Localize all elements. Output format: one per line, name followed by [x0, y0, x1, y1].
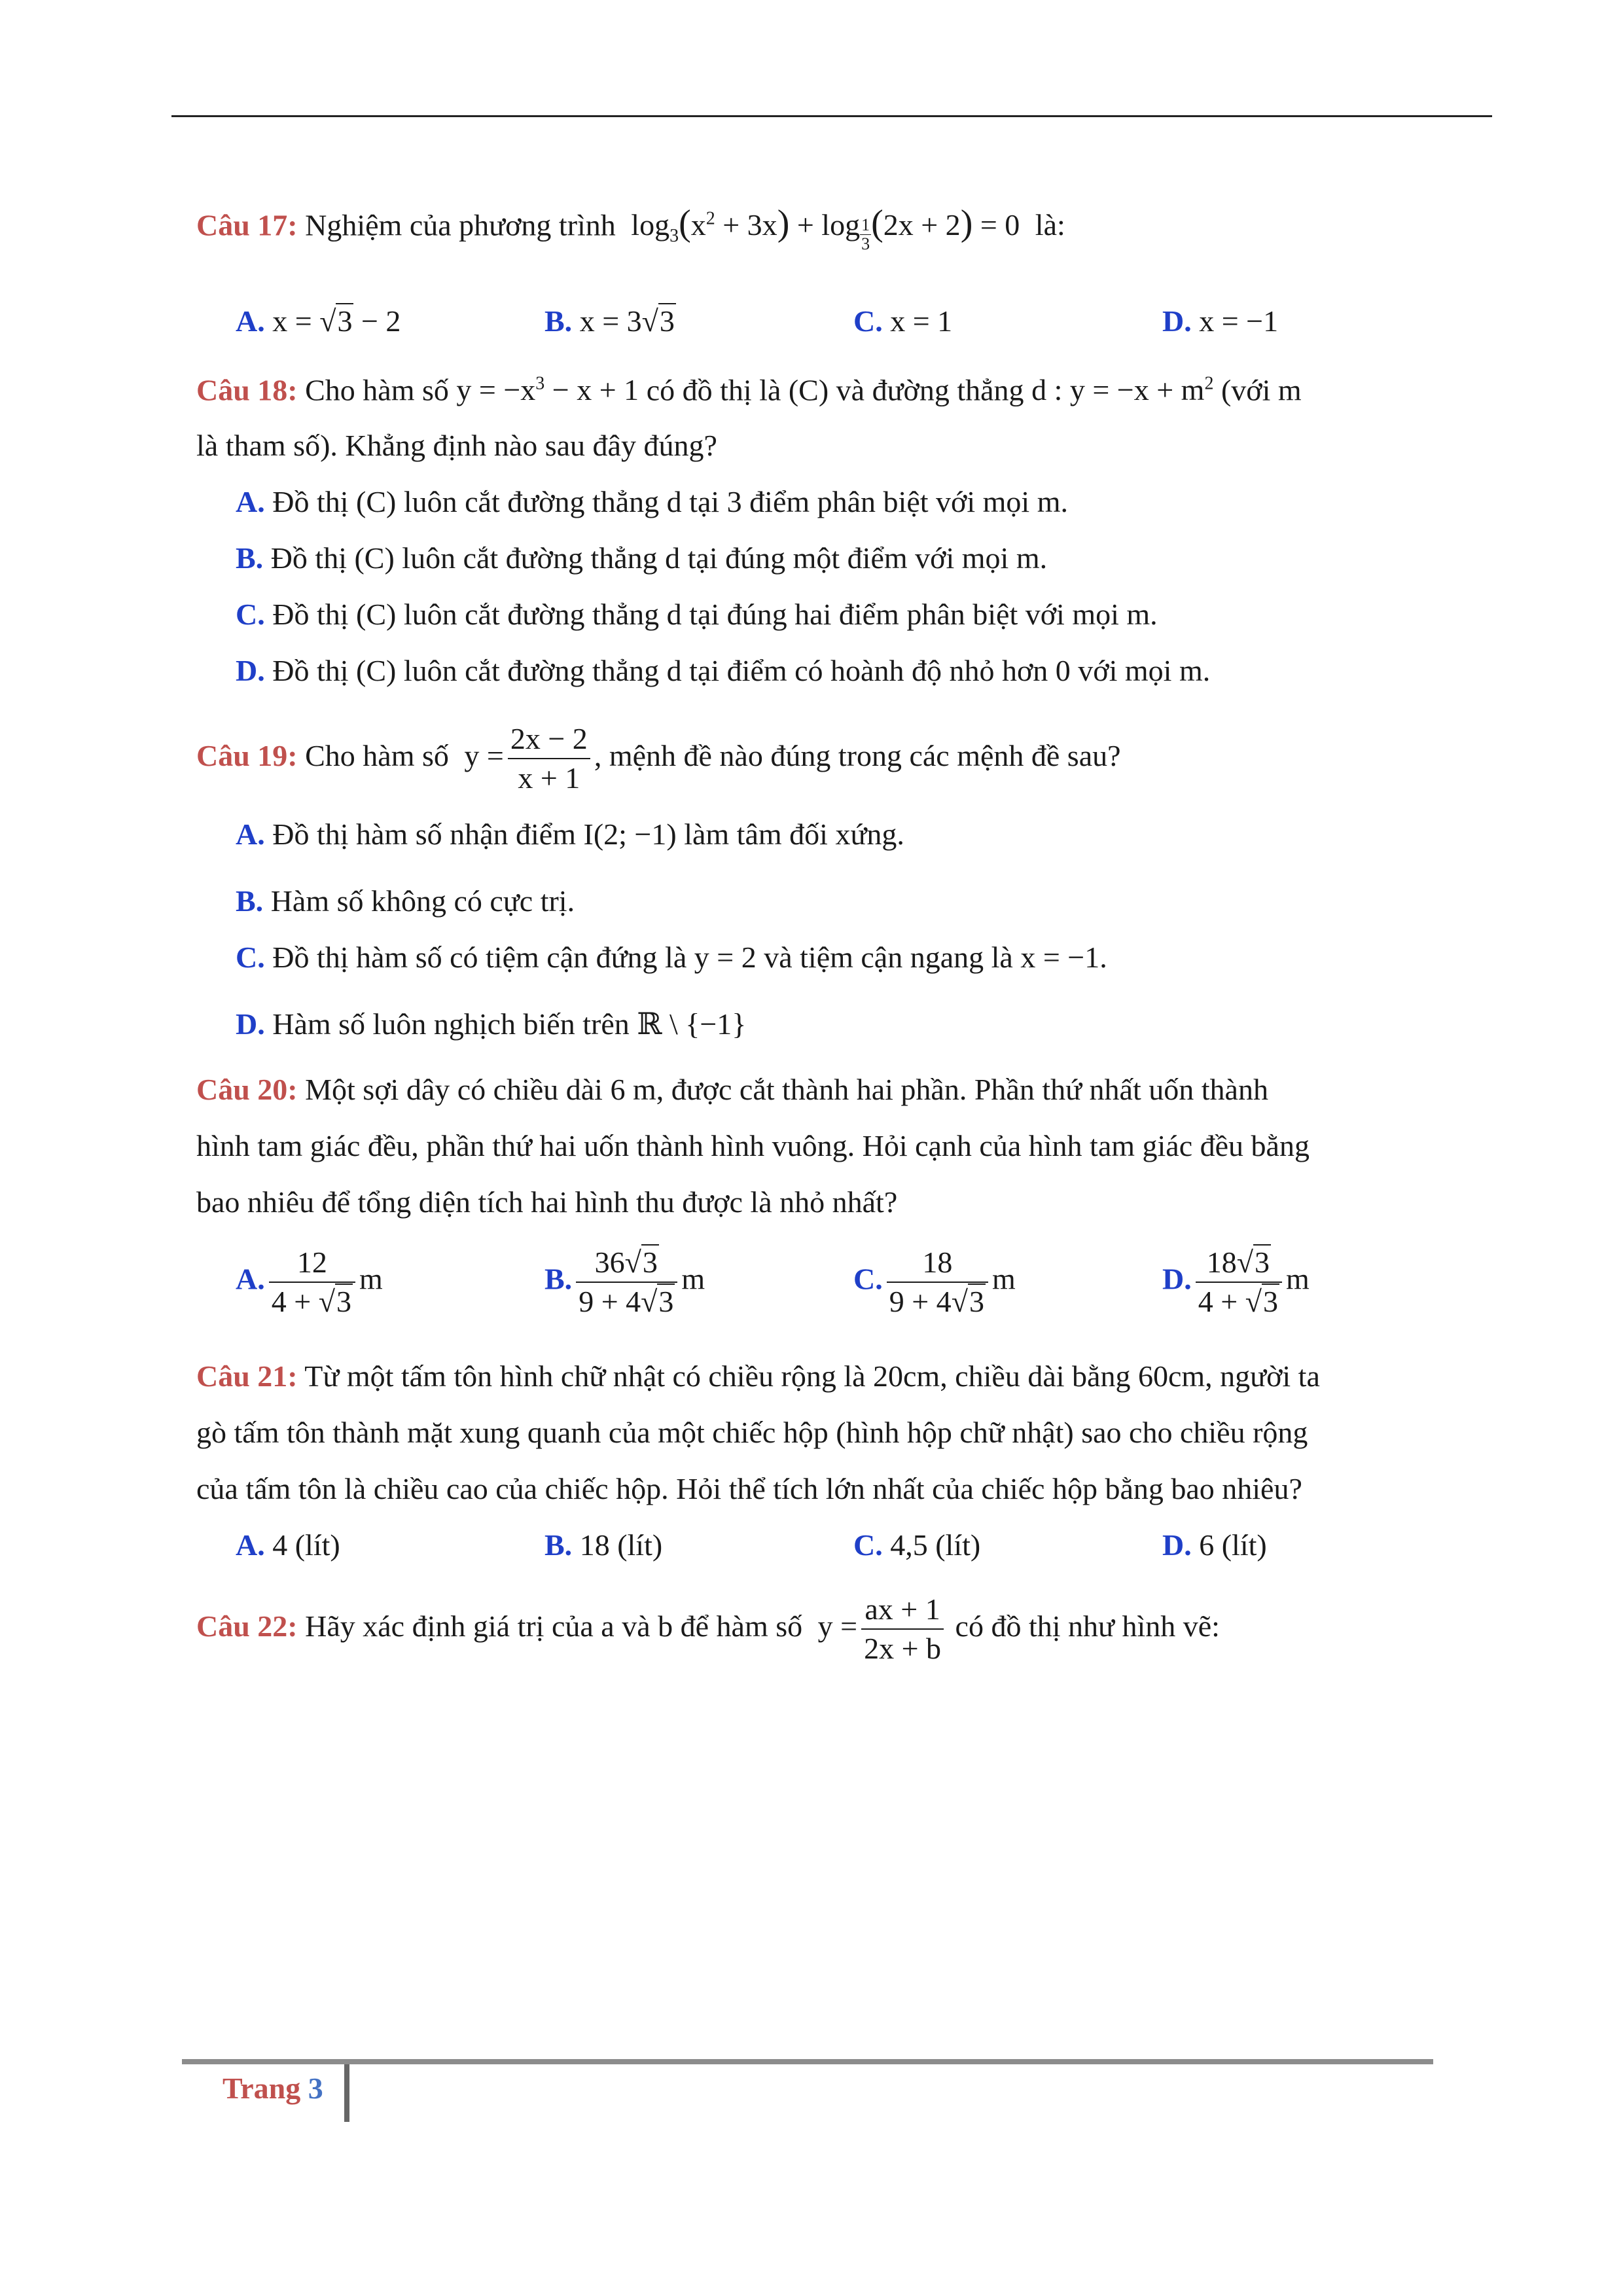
page-footer: Trang 3	[223, 2072, 323, 2105]
question-17	[196, 196, 1065, 260]
footer-divider	[344, 2064, 349, 2122]
header-rule	[171, 115, 1492, 117]
option-17c: C. x = 1	[853, 304, 953, 338]
option-21c: C. 4,5 (lít)	[853, 1528, 981, 1562]
question-20: Câu 20: Một sợi dây có chiều dài 6 m, được cắt thành hai phần. Phần thứ nhất uốn thành	[196, 1073, 1268, 1106]
option-21d: D. 6 (lít)	[1162, 1528, 1267, 1562]
question-18-label: Câu 18:	[196, 373, 298, 407]
question-21-label: Câu 21:	[196, 1359, 298, 1393]
question-17-equation: $\log_3(x^2 + 3x) + \log$ $\frac{1}{3}$ (2x + 2) = 0	[631, 203, 1020, 254]
option-19b: B. Hàm số không có cực trị.	[236, 884, 575, 918]
question-18-line2: là tham số). Khẳng định nào sau đây đúng?	[196, 429, 717, 462]
option-21b: B. 18 (lít)	[544, 1528, 663, 1562]
question-18-text: Cho hàm số	[305, 373, 449, 407]
page-number: 3	[308, 2072, 323, 2105]
question-19: Câu 19: Cho hàm số y = $\frac{2x - 2}{x + 1}$ , mệnh đề nào đúng trong các mệnh đề sau?	[196, 713, 1121, 798]
option-19a: A. Đồ thị hàm số nhận điểm I(2; −1) làm tâm đối xứng.	[236, 817, 904, 851]
question-20-line2: hình tam giác đều, phần thứ hai uốn thành hình vuông. Hỏi cạnh của hình tam giác đều bằng	[196, 1129, 1310, 1162]
question-21-line3: của tấm tôn là chiều cao của chiếc hộp. Hỏi thể tích lớn nhất của chiếc hộp bằng bao nhiêu?	[196, 1472, 1302, 1505]
question-19-label: Câu 19:	[196, 739, 298, 772]
question-22-fraction: $\frac{ax + 1}{2x + b}$	[861, 1590, 944, 1668]
option-19c: C. Đồ thị hàm số có tiệm cận đứng là y = 2 và tiệm cận ngang là x = −1.	[236, 941, 1107, 974]
option-17a: A. x = √3 − 2	[236, 304, 401, 338]
question-18-line-d: d : $y = -x + m^2$	[1031, 373, 1214, 407]
option-17b: B. x = 3√3	[544, 304, 675, 338]
question-19-fraction: $\frac{2x - 2}{x + 1}$	[508, 720, 590, 797]
option-17d: D. x = −1	[1162, 304, 1279, 338]
question-22: Câu 22: Hãy xác định giá trị của a và b để hàm số y = $\frac{ax + 1}{2x + b}$ có đồ thị như hình vẽ:	[196, 1584, 1220, 1669]
question-21: Câu 21: Từ một tấm tôn hình chữ nhật có chiều rộng là 20cm, chiều dài bằng 60cm, người ta	[196, 1359, 1320, 1393]
option-21a: A. 4 (lít)	[236, 1528, 340, 1562]
option-18a: A. Đồ thị (C) luôn cắt đường thẳng d tại 3 điểm phân biệt với mọi m.	[236, 485, 1068, 518]
question-21-line2: gò tấm tôn thành mặt xung quanh của một chiếc hộp (hình hộp chữ nhật) sao cho chiều rộng	[196, 1416, 1308, 1449]
question-17-text-after: là:	[1035, 208, 1065, 242]
question-20-label: Câu 20:	[196, 1073, 298, 1106]
option-20a: A. $\frac{12}{4 + √3}$ m	[236, 1244, 383, 1321]
question-22-label: Câu 22:	[196, 1609, 298, 1643]
question-18-function: $y = -x^3 - x + 1$	[456, 373, 639, 407]
option-20d: D. $\frac{18√3}{4 + √3}$ m	[1162, 1244, 1310, 1321]
question-18: Câu 18: Cho hàm số $y = -x^3 - x + 1$ có đồ thị là (C) và đường thẳng d : $y = -x + m^2$ (với m	[196, 373, 1302, 407]
option-19d: D. Hàm số luôn nghịch biến trên ℝ \ {−1}	[236, 1007, 747, 1041]
option-18b: B. Đồ thị (C) luôn cắt đường thẳng d tại đúng một điểm với mọi m.	[236, 541, 1048, 575]
option-18d: D. Đồ thị (C) luôn cắt đường thẳng d tại điểm có hoành độ nhỏ hơn 0 với mọi m.	[236, 654, 1211, 687]
question-20-line3: bao nhiêu để tổng diện tích hai hình thu được là nhỏ nhất?	[196, 1185, 898, 1219]
footer-rule	[182, 2059, 1433, 2064]
question-17-label: Câu 17:	[196, 208, 298, 242]
question-17-text: Nghiệm của phương trình	[305, 208, 616, 242]
option-20c: C. $\frac{18}{9 + 4√3}$ m	[853, 1244, 1016, 1321]
option-18c: C. Đồ thị (C) luôn cắt đường thẳng d tại đúng hai điểm phân biệt với mọi m.	[236, 598, 1158, 631]
option-20b: B. $\frac{36√3}{9 + 4√3}$ m	[544, 1244, 705, 1321]
